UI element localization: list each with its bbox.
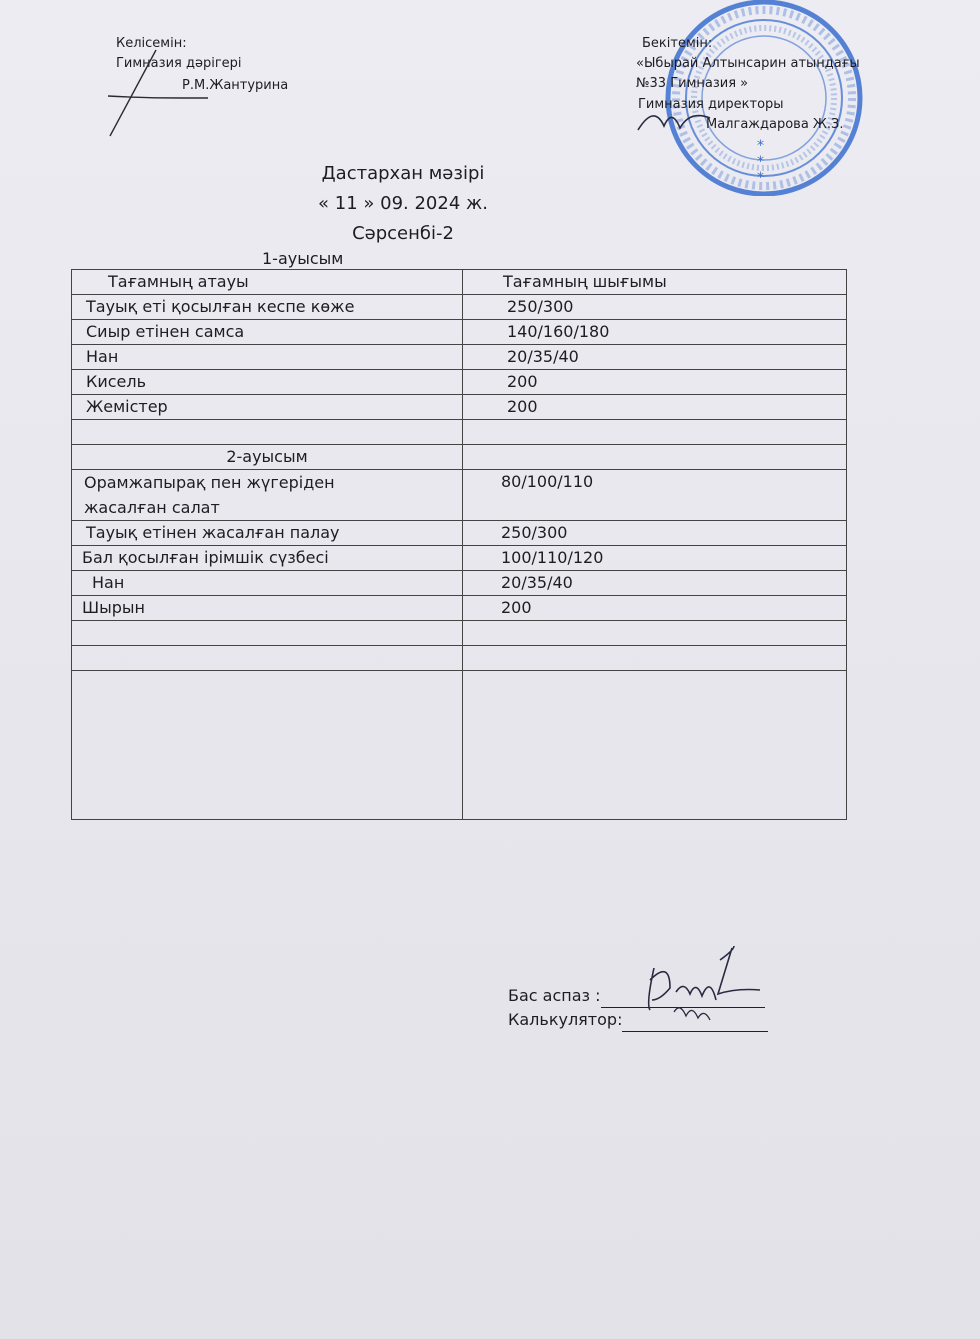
shift-2-row [72,445,847,470]
approval-left-role: Гимназия дәрігері [116,56,242,71]
dish-portion: 20/35/40 [463,571,847,596]
approval-right-school: «Ыбырай Алтынсарин атындағы [636,56,860,71]
dish-portion: 100/110/120 [463,546,847,571]
dish-portion: 200 [463,395,847,420]
dish-name: Сиыр етінен самса [72,320,463,345]
calculator-label: Калькулятор: [508,1010,623,1029]
menu-day: Сәрсенбі-2 [352,223,454,244]
dish-name: Нан [72,345,463,370]
table-row [72,370,847,395]
dish-portion: 250/300 [463,295,847,320]
shift-2-label: 2-ауысым [72,445,463,470]
dish-name-line-2: жасалған салат [84,498,220,517]
empty-row [72,646,847,671]
approval-right-gymnasium: №33 Гимназия » [636,76,749,91]
svg-text:*: * [757,170,764,186]
empty-row [72,671,847,820]
menu-title: Дастархан мәзірі [321,163,485,184]
calculator-signature-line [622,1031,768,1032]
dish-name: Кисель [72,370,463,395]
table-row [72,571,847,596]
table-row [72,546,847,571]
dish-portion: 20/35/40 [463,345,847,370]
table-row [72,345,847,370]
dish-portion: 200 [463,370,847,395]
approval-right-label: Бекітемін: [642,36,713,51]
empty-row [72,420,847,445]
approval-left-name: Р.М.Жантурина [182,78,289,93]
dish-name-line-1: Орамжапырақ пен жүгеріден [84,473,335,492]
table-row [72,470,847,521]
header-portion: Тағамның шығымы [463,270,847,295]
dish-name: Жемістер [72,395,463,420]
dish-name: Тауық етінен жасалған палау [72,521,463,546]
table-row [72,596,847,621]
menu-table [71,269,847,820]
table-row [72,521,847,546]
dish-name: Тауық еті қосылған кеспе көже [72,295,463,320]
approval-left-label: Келісемін: [116,36,187,51]
empty-row [72,621,847,646]
dish-portion: 200 [463,596,847,621]
dish-name: Бал қосылған ірімшік сүзбесі [72,546,463,571]
table-row [72,295,847,320]
table-row [72,320,847,345]
dish-portion: 250/300 [463,521,847,546]
shift-1-label: 1-ауысым [262,249,344,268]
dish-name [72,470,463,521]
chef-signature [640,940,770,1030]
director-signature [634,100,714,140]
chef-label: Бас аспаз : [508,986,601,1005]
menu-date: « 11 » 09. 2024 ж. [318,193,488,214]
dish-portion: 80/100/110 [463,470,847,521]
table-row [72,395,847,420]
header-dish-name: Тағамның атауы [72,270,463,295]
approval-right-name: Малгаждарова Ж.З. [706,117,844,132]
table-header-row [72,270,847,295]
dish-name: Шырын [72,596,463,621]
dish-name: Нан [72,571,463,596]
svg-text:*: * [757,138,764,154]
dish-portion: 140/160/180 [463,320,847,345]
svg-text:*: * [757,154,764,170]
approval-right-role: Гимназия директоры [638,97,784,112]
doctor-signature [104,40,214,140]
